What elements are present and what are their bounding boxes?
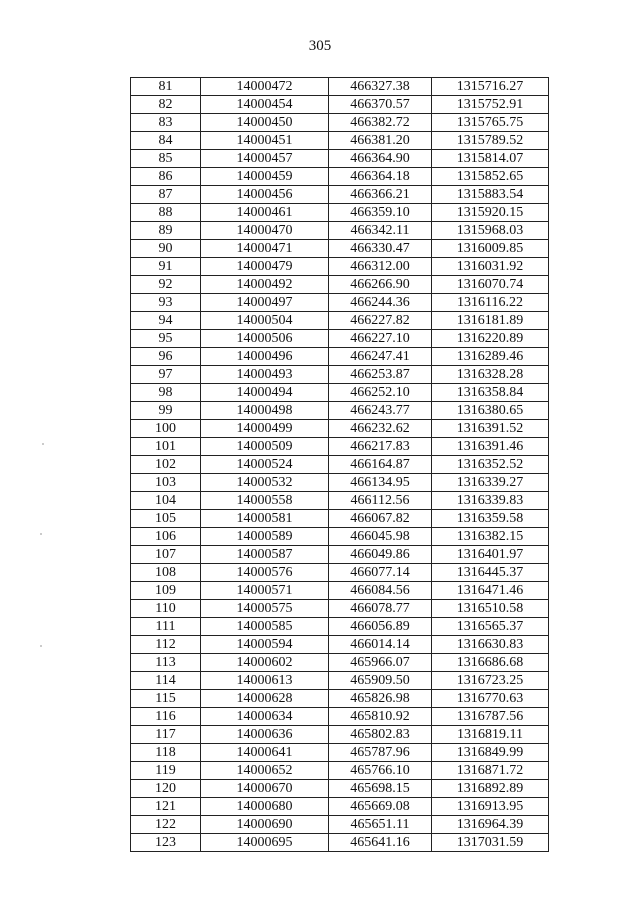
table-row — [131, 708, 549, 726]
y-coordinate-cell: 1316565.37 — [432, 618, 549, 636]
table-row — [131, 528, 549, 546]
y-coordinate-cell: 1316471.46 — [432, 582, 549, 600]
table-row — [131, 618, 549, 636]
table-row — [131, 150, 549, 168]
table-row — [131, 222, 549, 240]
x-coordinate-cell: 466134.95 — [329, 474, 432, 492]
row-number-cell: 103 — [131, 474, 201, 492]
table-row — [131, 240, 549, 258]
x-coordinate-cell: 466364.90 — [329, 150, 432, 168]
x-coordinate-cell: 465826.98 — [329, 690, 432, 708]
table-row — [131, 420, 549, 438]
table-row — [131, 744, 549, 762]
point-id-cell: 14000594 — [201, 636, 329, 654]
scan-speck — [40, 533, 42, 535]
point-id-cell: 14000457 — [201, 150, 329, 168]
table-row — [131, 312, 549, 330]
point-id-cell: 14000587 — [201, 546, 329, 564]
y-coordinate-cell: 1316686.68 — [432, 654, 549, 672]
point-id-cell: 14000492 — [201, 276, 329, 294]
point-id-cell: 14000602 — [201, 654, 329, 672]
point-id-cell: 14000504 — [201, 312, 329, 330]
row-number-cell: 88 — [131, 204, 201, 222]
y-coordinate-cell: 1316339.27 — [432, 474, 549, 492]
y-coordinate-cell: 1316770.63 — [432, 690, 549, 708]
point-id-cell: 14000498 — [201, 402, 329, 420]
coordinate-table — [130, 77, 549, 852]
point-id-cell: 14000461 — [201, 204, 329, 222]
y-coordinate-cell: 1316401.97 — [432, 546, 549, 564]
x-coordinate-cell: 466243.77 — [329, 402, 432, 420]
scan-speck — [40, 645, 42, 647]
table-row — [131, 276, 549, 294]
point-id-cell: 14000576 — [201, 564, 329, 582]
point-id-cell: 14000641 — [201, 744, 329, 762]
x-coordinate-cell: 466078.77 — [329, 600, 432, 618]
x-coordinate-cell: 466227.82 — [329, 312, 432, 330]
point-id-cell: 14000575 — [201, 600, 329, 618]
y-coordinate-cell: 1316819.11 — [432, 726, 549, 744]
point-id-cell: 14000451 — [201, 132, 329, 150]
table-row — [131, 690, 549, 708]
table-row — [131, 132, 549, 150]
y-coordinate-cell: 1316009.85 — [432, 240, 549, 258]
point-id-cell: 14000558 — [201, 492, 329, 510]
y-coordinate-cell: 1316070.74 — [432, 276, 549, 294]
row-number-cell: 113 — [131, 654, 201, 672]
row-number-cell: 106 — [131, 528, 201, 546]
point-id-cell: 14000613 — [201, 672, 329, 690]
x-coordinate-cell: 465802.83 — [329, 726, 432, 744]
table-row — [131, 492, 549, 510]
y-coordinate-cell: 1316787.56 — [432, 708, 549, 726]
point-id-cell: 14000497 — [201, 294, 329, 312]
row-number-cell: 91 — [131, 258, 201, 276]
point-id-cell: 14000509 — [201, 438, 329, 456]
row-number-cell: 84 — [131, 132, 201, 150]
row-number-cell: 101 — [131, 438, 201, 456]
y-coordinate-cell: 1316181.89 — [432, 312, 549, 330]
table-row — [131, 654, 549, 672]
table-row — [131, 96, 549, 114]
x-coordinate-cell: 466252.10 — [329, 384, 432, 402]
table-row — [131, 204, 549, 222]
row-number-cell: 86 — [131, 168, 201, 186]
x-coordinate-cell: 466364.18 — [329, 168, 432, 186]
point-id-cell: 14000589 — [201, 528, 329, 546]
table-row — [131, 114, 549, 132]
y-coordinate-cell: 1316328.28 — [432, 366, 549, 384]
point-id-cell: 14000450 — [201, 114, 329, 132]
point-id-cell: 14000499 — [201, 420, 329, 438]
y-coordinate-cell: 1316289.46 — [432, 348, 549, 366]
row-number-cell: 105 — [131, 510, 201, 528]
table-row — [131, 726, 549, 744]
row-number-cell: 108 — [131, 564, 201, 582]
x-coordinate-cell: 465651.11 — [329, 816, 432, 834]
y-coordinate-cell: 1316391.52 — [432, 420, 549, 438]
y-coordinate-cell: 1316445.37 — [432, 564, 549, 582]
x-coordinate-cell: 465966.07 — [329, 654, 432, 672]
y-coordinate-cell: 1316630.83 — [432, 636, 549, 654]
table-row — [131, 636, 549, 654]
point-id-cell: 14000479 — [201, 258, 329, 276]
y-coordinate-cell: 1315920.15 — [432, 204, 549, 222]
table-row — [131, 798, 549, 816]
table-row — [131, 834, 549, 852]
row-number-cell: 96 — [131, 348, 201, 366]
y-coordinate-cell: 1315752.91 — [432, 96, 549, 114]
row-number-cell: 81 — [131, 78, 201, 96]
x-coordinate-cell: 466056.89 — [329, 618, 432, 636]
x-coordinate-cell: 466370.57 — [329, 96, 432, 114]
point-id-cell: 14000670 — [201, 780, 329, 798]
x-coordinate-cell: 466217.83 — [329, 438, 432, 456]
x-coordinate-cell: 466312.00 — [329, 258, 432, 276]
point-id-cell: 14000695 — [201, 834, 329, 852]
point-id-cell: 14000524 — [201, 456, 329, 474]
scan-speck — [42, 443, 44, 445]
y-coordinate-cell: 1315883.54 — [432, 186, 549, 204]
y-coordinate-cell: 1317031.59 — [432, 834, 549, 852]
row-number-cell: 119 — [131, 762, 201, 780]
point-id-cell: 14000456 — [201, 186, 329, 204]
table-row — [131, 258, 549, 276]
table-row — [131, 672, 549, 690]
row-number-cell: 115 — [131, 690, 201, 708]
row-number-cell: 109 — [131, 582, 201, 600]
row-number-cell: 89 — [131, 222, 201, 240]
x-coordinate-cell: 465787.96 — [329, 744, 432, 762]
row-number-cell: 104 — [131, 492, 201, 510]
x-coordinate-cell: 466084.56 — [329, 582, 432, 600]
point-id-cell: 14000459 — [201, 168, 329, 186]
y-coordinate-cell: 1316220.89 — [432, 330, 549, 348]
point-id-cell: 14000585 — [201, 618, 329, 636]
row-number-cell: 87 — [131, 186, 201, 204]
y-coordinate-cell: 1316380.65 — [432, 402, 549, 420]
point-id-cell: 14000690 — [201, 816, 329, 834]
point-id-cell: 14000494 — [201, 384, 329, 402]
point-id-cell: 14000636 — [201, 726, 329, 744]
x-coordinate-cell: 465810.92 — [329, 708, 432, 726]
table-row — [131, 384, 549, 402]
x-coordinate-cell: 465698.15 — [329, 780, 432, 798]
y-coordinate-cell: 1316352.52 — [432, 456, 549, 474]
point-id-cell: 14000454 — [201, 96, 329, 114]
table-row — [131, 438, 549, 456]
table-row — [131, 546, 549, 564]
point-id-cell: 14000634 — [201, 708, 329, 726]
row-number-cell: 100 — [131, 420, 201, 438]
point-id-cell: 14000493 — [201, 366, 329, 384]
row-number-cell: 90 — [131, 240, 201, 258]
table-row — [131, 366, 549, 384]
row-number-cell: 112 — [131, 636, 201, 654]
x-coordinate-cell: 466247.41 — [329, 348, 432, 366]
x-coordinate-cell: 466112.56 — [329, 492, 432, 510]
row-number-cell: 118 — [131, 744, 201, 762]
coordinate-table-body — [131, 78, 549, 852]
row-number-cell: 94 — [131, 312, 201, 330]
row-number-cell: 92 — [131, 276, 201, 294]
x-coordinate-cell: 466067.82 — [329, 510, 432, 528]
table-row — [131, 330, 549, 348]
row-number-cell: 121 — [131, 798, 201, 816]
table-row — [131, 186, 549, 204]
coordinate-table-wrapper — [130, 77, 548, 852]
x-coordinate-cell: 466014.14 — [329, 636, 432, 654]
x-coordinate-cell: 466077.14 — [329, 564, 432, 582]
row-number-cell: 95 — [131, 330, 201, 348]
table-row — [131, 780, 549, 798]
point-id-cell: 14000581 — [201, 510, 329, 528]
x-coordinate-cell: 466164.87 — [329, 456, 432, 474]
x-coordinate-cell: 466253.87 — [329, 366, 432, 384]
x-coordinate-cell: 465669.08 — [329, 798, 432, 816]
y-coordinate-cell: 1316964.39 — [432, 816, 549, 834]
y-coordinate-cell: 1316510.58 — [432, 600, 549, 618]
row-number-cell: 83 — [131, 114, 201, 132]
row-number-cell: 120 — [131, 780, 201, 798]
y-coordinate-cell: 1316358.84 — [432, 384, 549, 402]
y-coordinate-cell: 1315814.07 — [432, 150, 549, 168]
y-coordinate-cell: 1316723.25 — [432, 672, 549, 690]
row-number-cell: 111 — [131, 618, 201, 636]
row-number-cell: 107 — [131, 546, 201, 564]
row-number-cell: 114 — [131, 672, 201, 690]
point-id-cell: 14000532 — [201, 474, 329, 492]
point-id-cell: 14000680 — [201, 798, 329, 816]
y-coordinate-cell: 1315765.75 — [432, 114, 549, 132]
table-row — [131, 816, 549, 834]
y-coordinate-cell: 1315968.03 — [432, 222, 549, 240]
table-row — [131, 402, 549, 420]
point-id-cell: 14000571 — [201, 582, 329, 600]
row-number-cell: 122 — [131, 816, 201, 834]
y-coordinate-cell: 1316031.92 — [432, 258, 549, 276]
y-coordinate-cell: 1316892.89 — [432, 780, 549, 798]
row-number-cell: 110 — [131, 600, 201, 618]
point-id-cell: 14000471 — [201, 240, 329, 258]
y-coordinate-cell: 1316359.58 — [432, 510, 549, 528]
table-row — [131, 564, 549, 582]
point-id-cell: 14000472 — [201, 78, 329, 96]
x-coordinate-cell: 466232.62 — [329, 420, 432, 438]
row-number-cell: 123 — [131, 834, 201, 852]
point-id-cell: 14000470 — [201, 222, 329, 240]
table-row — [131, 762, 549, 780]
x-coordinate-cell: 466342.11 — [329, 222, 432, 240]
row-number-cell: 82 — [131, 96, 201, 114]
x-coordinate-cell: 466244.36 — [329, 294, 432, 312]
y-coordinate-cell: 1315852.65 — [432, 168, 549, 186]
table-row — [131, 600, 549, 618]
y-coordinate-cell: 1316913.95 — [432, 798, 549, 816]
x-coordinate-cell: 466381.20 — [329, 132, 432, 150]
row-number-cell: 98 — [131, 384, 201, 402]
point-id-cell: 14000496 — [201, 348, 329, 366]
x-coordinate-cell: 466227.10 — [329, 330, 432, 348]
x-coordinate-cell: 466049.86 — [329, 546, 432, 564]
y-coordinate-cell: 1315789.52 — [432, 132, 549, 150]
x-coordinate-cell: 466359.10 — [329, 204, 432, 222]
y-coordinate-cell: 1316382.15 — [432, 528, 549, 546]
table-row — [131, 294, 549, 312]
row-number-cell: 102 — [131, 456, 201, 474]
x-coordinate-cell: 466382.72 — [329, 114, 432, 132]
x-coordinate-cell: 465909.50 — [329, 672, 432, 690]
row-number-cell: 117 — [131, 726, 201, 744]
page-number: 305 — [308, 38, 332, 54]
x-coordinate-cell: 465641.16 — [329, 834, 432, 852]
row-number-cell: 97 — [131, 366, 201, 384]
y-coordinate-cell: 1316871.72 — [432, 762, 549, 780]
row-number-cell: 85 — [131, 150, 201, 168]
x-coordinate-cell: 466266.90 — [329, 276, 432, 294]
y-coordinate-cell: 1316849.99 — [432, 744, 549, 762]
point-id-cell: 14000506 — [201, 330, 329, 348]
point-id-cell: 14000652 — [201, 762, 329, 780]
x-coordinate-cell: 466330.47 — [329, 240, 432, 258]
row-number-cell: 116 — [131, 708, 201, 726]
table-row — [131, 78, 549, 96]
table-row — [131, 474, 549, 492]
x-coordinate-cell: 466366.21 — [329, 186, 432, 204]
y-coordinate-cell: 1316391.46 — [432, 438, 549, 456]
table-row — [131, 168, 549, 186]
x-coordinate-cell: 465766.10 — [329, 762, 432, 780]
table-row — [131, 510, 549, 528]
table-row — [131, 348, 549, 366]
table-row — [131, 456, 549, 474]
x-coordinate-cell: 466045.98 — [329, 528, 432, 546]
point-id-cell: 14000628 — [201, 690, 329, 708]
row-number-cell: 99 — [131, 402, 201, 420]
x-coordinate-cell: 466327.38 — [329, 78, 432, 96]
y-coordinate-cell: 1315716.27 — [432, 78, 549, 96]
y-coordinate-cell: 1316339.83 — [432, 492, 549, 510]
y-coordinate-cell: 1316116.22 — [432, 294, 549, 312]
row-number-cell: 93 — [131, 294, 201, 312]
table-row — [131, 582, 549, 600]
